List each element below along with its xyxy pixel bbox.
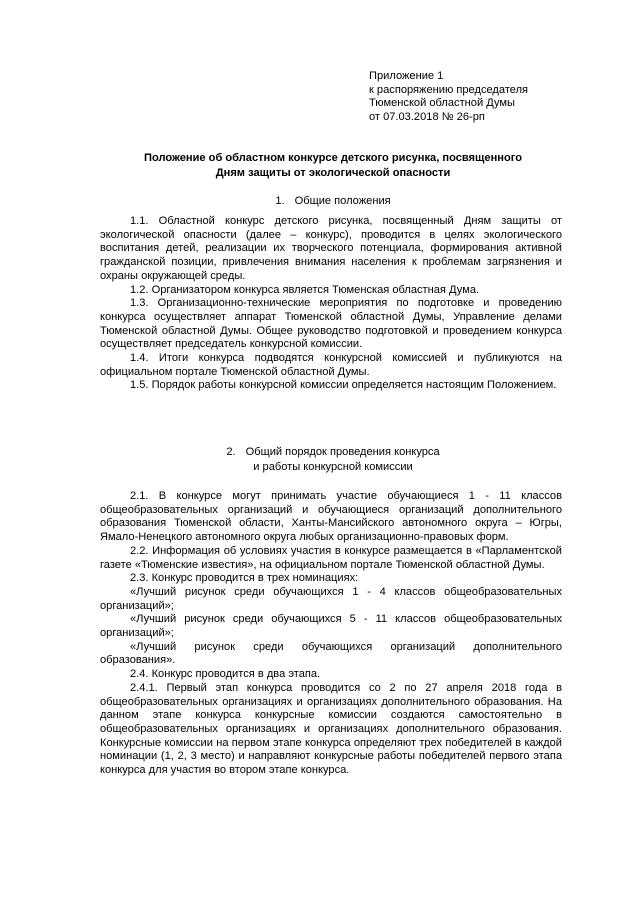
appendix-line-2: к распоряжению председателя	[369, 83, 529, 96]
paragraph-2-2: 2.2. Информация об условиях участия в конкурсе размещается в «Парламентской газете «Тюменские известия», на официальном портале Тюменской областной Думы.	[100, 544, 562, 571]
section-1-heading	[60, 194, 606, 209]
appendix-note	[369, 70, 599, 124]
section-2-title-line-1: Общий порядок проведения конкурса	[245, 446, 440, 458]
paragraph-1-1: 1.1. Областной конкурс детского рисунка, посвященный Дням защиты от экологической опасности (далее – конкурс), проводится в целях экологического воспитания детей, реализации их творческого потенциала, формирования активной гражданской позиции, привлечения внимания населения к проблемам загрязнения и охраны окружающей среды.	[100, 215, 562, 282]
paragraph-1-2: 1.2. Организатором конкурса является Тюменская областная Дума.	[130, 283, 480, 296]
paragraph-1-4: 1.4. Итоги конкурса подводятся конкурсной комиссией и публикуются на официальном портале Тюменской областной Думы.	[100, 352, 562, 378]
section-1-title: Общие положения	[294, 195, 391, 207]
paragraph-2-4: 2.4. Конкурс проводится в два этапа.	[130, 668, 321, 681]
section-1-body	[100, 215, 562, 393]
paragraph-2-1: 2.1. В конкурсе могут принимать участие обучающиеся 1 - 11 классов общеобразовательных организаций и обучающиеся организаций дополнительного образования Тюменской области, Ханты-Мансийского автономного округа – Югры, Ямало-Ненецкого автономного округа любых организационно-правовых форм.	[100, 490, 562, 544]
paragraph-1-5: 1.5. Порядок работы конкурсной комиссии определяется настоящим Положением.	[130, 379, 557, 392]
section-2-heading	[60, 445, 606, 474]
document-title-line-2: Дням защиты от экологической опасности	[215, 166, 451, 179]
section-2-number: 2.	[226, 446, 236, 458]
paragraph-1-3: 1.3. Организационно-технические мероприятия по подготовке и проведению конкурса осуществляет аппарат Тюменской областной Думы, Управление делами Тюменской областной Думы. Общее руководство подготовкой и проведением конкурса осуществляет председатель конкурсной комиссии.	[100, 297, 562, 351]
document-title	[60, 151, 606, 180]
section-2-title-line-2: и работы конкурсной комиссии	[253, 460, 413, 473]
nomination-3: «Лучший рисунок среди обучающихся организаций дополнительного образования».	[100, 640, 562, 667]
paragraph-2-3: 2.3. Конкурс проводится в трех номинациях:	[130, 572, 359, 585]
appendix-line-1: Приложение 1	[369, 70, 444, 82]
section-1-number: 1.	[275, 195, 285, 207]
section-2-body	[100, 490, 562, 778]
paragraph-2-4-1: 2.4.1. Первый этап конкурса проводится со 2 по 27 апреля 2018 года в общеобразовательных организациях и организациях дополнительного образования. На данном этапе конкурса конкурсные комиссии создаются самостоятельно в общеобразовательных организациях и организациях дополнительного образования. Конкурсные комиссии на первом этапе конкурса определяют трех победителей в каждой номинации (1, 2, 3 место) и направляют конкурсные работы победителей первого этапа конкурса для участия во втором этапе конкурса.	[100, 681, 562, 777]
appendix-line-3: Тюменской областной Думы	[369, 97, 516, 109]
nomination-2: «Лучший рисунок среди обучающихся 5 - 11 классов общеобразовательных организаций»;	[100, 613, 562, 640]
appendix-line-4: от 07.03.2018 № 26-рп	[369, 110, 485, 123]
document-title-line-1: Положение об областном конкурсе детского рисунка, посвященного	[144, 152, 522, 164]
nomination-1: «Лучший рисунок среди обучающихся 1 - 4 классов общеобразовательных организаций»;	[100, 585, 562, 612]
